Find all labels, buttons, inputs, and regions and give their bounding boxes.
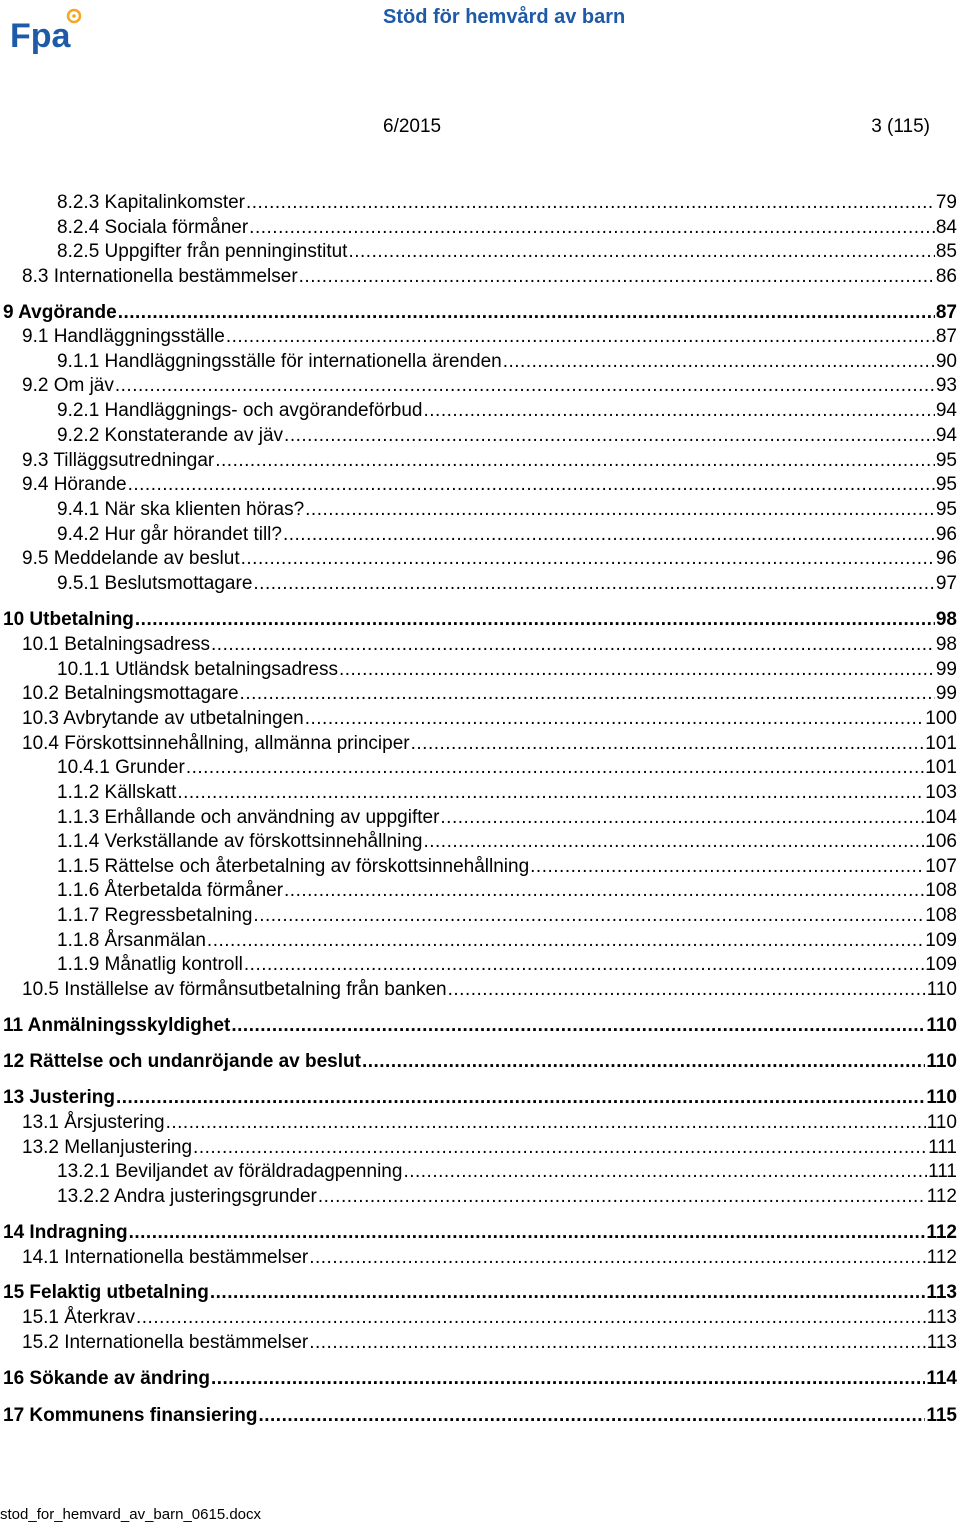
toc-entry[interactable] — [57, 191, 957, 214]
toc-leader-dots — [244, 953, 924, 976]
toc-entry-label: 10.3 Avbrytande av utbetalningen — [22, 708, 304, 729]
toc-entry[interactable] — [57, 572, 957, 595]
toc-leader-dots — [226, 325, 935, 348]
toc-leader-dots — [211, 633, 935, 656]
toc-entry-label: 9.1.1 Handläggningsställe för internationella ärenden — [57, 351, 502, 372]
toc-entry[interactable] — [57, 756, 957, 779]
toc-entry-label: 11 Anmälningsskyldighet — [3, 1015, 231, 1036]
toc-entry-label: 9.2.1 Handläggnings- och avgörandeförbud — [57, 400, 423, 421]
toc-entry-page: 98 — [935, 609, 957, 630]
toc-entry[interactable] — [57, 879, 957, 902]
toc-entry-page: 95 — [935, 499, 957, 520]
toc-entry-page: 97 — [935, 573, 957, 594]
toc-entry[interactable] — [22, 325, 957, 348]
toc-entry-page: 96 — [935, 548, 957, 569]
toc-entry-label: 17 Kommunens finansiering — [3, 1405, 258, 1426]
toc-entry-label: 10.4 Förskottsinnehållning, allmänna principer — [22, 733, 410, 754]
toc-leader-dots — [348, 240, 934, 263]
toc-entry-page: 112 — [926, 1222, 957, 1243]
toc-entry-page: 111 — [928, 1137, 957, 1158]
toc-entry-page: 87 — [935, 302, 957, 323]
toc-entry[interactable] — [57, 523, 957, 546]
toc-entry-label: 1.1.9 Månatlig kontroll — [57, 954, 243, 975]
toc-entry-page: 108 — [925, 880, 957, 901]
toc-entry-label: 13.2 Mellanjustering — [22, 1137, 193, 1158]
toc-leader-dots — [530, 855, 924, 878]
toc-entry-label: 10 Utbetalning — [3, 609, 134, 630]
toc-entry[interactable] — [57, 350, 957, 373]
toc-entry[interactable] — [3, 1086, 957, 1109]
toc-entry-page: 111 — [928, 1161, 957, 1182]
toc-entry[interactable] — [3, 1221, 957, 1244]
toc-entry-label: 1.1.4 Verkställande av förskottsinnehållning — [57, 831, 423, 852]
toc-leader-dots — [448, 978, 926, 1001]
toc-entry-label: 15.1 Återkrav — [22, 1307, 135, 1328]
toc-entry[interactable] — [22, 707, 957, 730]
toc-leader-dots — [246, 191, 935, 214]
toc-entry-page: 95 — [935, 450, 957, 471]
document-date: 6/2015 — [383, 116, 442, 137]
toc-entry-page: 101 — [925, 733, 957, 754]
toc-entry[interactable] — [3, 301, 957, 324]
toc-leader-dots — [231, 1014, 925, 1037]
toc-entry[interactable] — [57, 1160, 957, 1183]
toc-entry-page: 94 — [935, 425, 957, 446]
toc-leader-dots — [309, 1331, 925, 1354]
toc-entry-label: 8.2.4 Sociala förmåner — [57, 217, 249, 238]
toc-entry-label: 14 Indragning — [3, 1222, 128, 1243]
toc-entry-page: 99 — [935, 659, 957, 680]
toc-entry[interactable] — [57, 240, 957, 263]
toc-entry-page: 96 — [935, 524, 957, 545]
toc-entry-page: 99 — [935, 683, 957, 704]
toc-entry-label: 9.2 Om jäv — [22, 375, 114, 396]
toc-entry-page: 100 — [925, 708, 957, 729]
toc-entry-label: 1.1.2 Källskatt — [57, 782, 177, 803]
toc-entry-page: 107 — [925, 856, 957, 877]
toc-entry-label: 13.1 Årsjustering — [22, 1112, 165, 1133]
toc-entry-page: 115 — [926, 1405, 957, 1426]
toc-leader-dots — [305, 707, 925, 730]
toc-entry[interactable] — [22, 374, 957, 397]
toc-entry-page: 112 — [926, 1247, 957, 1268]
toc-entry-page: 98 — [935, 634, 957, 655]
toc-entry[interactable] — [57, 658, 957, 681]
toc-leader-dots — [362, 1050, 925, 1073]
toc-leader-dots — [115, 374, 935, 397]
toc-leader-dots — [440, 806, 924, 829]
toc-entry[interactable] — [3, 1404, 957, 1427]
toc-entry-page: 84 — [935, 217, 957, 238]
toc-entry[interactable] — [22, 1136, 957, 1159]
footer-filename: stod_for_hemvard_av_barn_0615.docx — [0, 1506, 262, 1523]
toc-leader-dots — [309, 1246, 925, 1269]
toc-entry-label: 12 Rättelse och undanröjande av beslut — [3, 1051, 361, 1072]
toc-leader-dots — [503, 350, 935, 373]
toc-entry-label: 8.3 Internationella bestämmelser — [22, 266, 298, 287]
toc-entry-label: 15.2 Internationella bestämmelser — [22, 1332, 309, 1353]
toc-leader-dots — [241, 547, 935, 570]
toc-leader-dots — [129, 1221, 926, 1244]
toc-entry[interactable] — [57, 781, 957, 804]
toc-entry-label: 10.5 Inställelse av förmånsutbetalning från banken — [22, 979, 447, 1000]
toc-leader-dots — [193, 1136, 927, 1159]
toc-entry-page: 87 — [935, 326, 957, 347]
toc-entry-label: 8.2.3 Kapitalinkomster — [57, 192, 245, 213]
toc-entry-page: 109 — [925, 930, 957, 951]
toc-leader-dots — [283, 523, 935, 546]
toc-entry[interactable] — [3, 608, 957, 631]
toc-entry-label: 13.2.1 Beviljandet av föräldradagpenning — [57, 1161, 403, 1182]
toc-entry-page: 85 — [935, 241, 957, 262]
toc-entry-page: 86 — [935, 266, 957, 287]
toc-entry-label: 1.1.5 Rättelse och återbetalning av förskottsinnehållning — [57, 856, 530, 877]
toc-leader-dots — [207, 929, 924, 952]
toc-leader-dots — [166, 1111, 926, 1134]
toc-entry-label: 10.4.1 Grunder — [57, 757, 185, 778]
toc-entry-page: 93 — [935, 375, 957, 396]
toc-entry[interactable] — [57, 399, 957, 422]
toc-entry-label: 10.1 Betalningsadress — [22, 634, 211, 655]
toc-leader-dots — [215, 449, 935, 472]
toc-leader-dots — [128, 473, 935, 496]
toc-leader-dots — [186, 756, 924, 779]
toc-leader-dots — [423, 830, 924, 853]
toc-entry-page: 113 — [926, 1282, 957, 1303]
toc-leader-dots — [299, 265, 935, 288]
document-title: Stöd för hemvård av barn — [383, 6, 626, 28]
toc-entry[interactable] — [57, 929, 957, 952]
svg-text:Fpa: Fpa — [10, 17, 71, 54]
toc-entry[interactable] — [22, 1246, 957, 1269]
toc-entry-label: 13 Justering — [3, 1087, 115, 1108]
toc-entry[interactable] — [57, 424, 957, 447]
toc-leader-dots — [135, 608, 935, 631]
toc-entry-page: 101 — [925, 757, 957, 778]
toc-leader-dots — [258, 1404, 925, 1427]
toc-entry-label: 10.2 Betalningsmottagare — [22, 683, 239, 704]
toc-entry-label: 9.3 Tilläggsutredningar — [22, 450, 215, 471]
toc-entry-page: 79 — [935, 192, 957, 213]
toc-entry[interactable] — [22, 473, 957, 496]
toc-entry-label: 1.1.8 Årsanmälan — [57, 930, 206, 951]
toc-entry-label: 10.1.1 Utländsk betalningsadress — [57, 659, 338, 680]
toc-entry-page: 109 — [925, 954, 957, 975]
toc-entry[interactable] — [57, 1185, 957, 1208]
toc-entry-page: 108 — [925, 905, 957, 926]
toc-leader-dots — [411, 732, 925, 755]
toc-entry-page: 90 — [935, 351, 957, 372]
toc-leader-dots — [339, 658, 935, 681]
toc-entry-label: 14.1 Internationella bestämmelser — [22, 1247, 309, 1268]
toc-entry-page: 113 — [926, 1332, 957, 1353]
toc-entry-label: 8.2.5 Uppgifter från penninginstitut — [57, 241, 348, 262]
toc-entry[interactable] — [22, 265, 957, 288]
toc-entry[interactable] — [57, 830, 957, 853]
toc-entry[interactable] — [22, 732, 957, 755]
toc-entry[interactable] — [22, 633, 957, 656]
toc-entry-page: 106 — [925, 831, 957, 852]
toc-leader-dots — [284, 879, 924, 902]
toc-entry-page: 110 — [926, 1051, 957, 1072]
toc-entry-page: 110 — [926, 979, 957, 1000]
toc-leader-dots — [318, 1185, 926, 1208]
toc-entry-label: 1.1.6 Återbetalda förmåner — [57, 880, 284, 901]
toc-entry[interactable] — [57, 806, 957, 829]
fpa-logo — [10, 4, 90, 54]
toc-entry[interactable] — [22, 1111, 957, 1134]
toc-entry[interactable] — [57, 904, 957, 927]
page-number: 3 (115) — [871, 116, 930, 137]
toc-entry-label: 9.4.1 När ska klienten höras? — [57, 499, 305, 520]
toc-entry-page: 95 — [935, 474, 957, 495]
toc-entry[interactable] — [22, 547, 957, 570]
toc-entry-label: 9.1 Handläggningsställe — [22, 326, 225, 347]
toc-leader-dots — [403, 1160, 927, 1183]
toc-entry[interactable] — [3, 1050, 957, 1073]
toc-entry[interactable] — [57, 498, 957, 521]
toc-entry[interactable] — [22, 449, 957, 472]
toc-entry-label: 1.1.3 Erhållande och användning av uppgifter — [57, 807, 440, 828]
toc-entry[interactable] — [3, 1281, 957, 1304]
toc-leader-dots — [253, 572, 934, 595]
toc-entry-page: 103 — [925, 782, 957, 803]
toc-entry[interactable] — [3, 1014, 957, 1037]
toc-leader-dots — [305, 498, 935, 521]
toc-entry-label: 16 Sökande av ändring — [3, 1368, 210, 1389]
toc-leader-dots — [284, 424, 935, 447]
toc-entry-label: 9.4 Hörande — [22, 474, 127, 495]
toc-leader-dots — [249, 216, 935, 239]
toc-entry[interactable] — [22, 978, 957, 1001]
toc-entry-page: 110 — [926, 1112, 957, 1133]
toc-entry-label: 1.1.7 Regressbetalning — [57, 905, 253, 926]
toc-leader-dots — [118, 301, 935, 324]
toc-leader-dots — [253, 904, 924, 927]
toc-entry[interactable] — [57, 855, 957, 878]
toc-entry-label: 9.5 Meddelande av beslut — [22, 548, 240, 569]
toc-entry-page: 110 — [926, 1015, 957, 1036]
toc-leader-dots — [116, 1086, 925, 1109]
toc-leader-dots — [424, 399, 935, 422]
toc-entry-label: 9 Avgörande — [3, 302, 117, 323]
toc-entry[interactable] — [57, 216, 957, 239]
toc-entry-page: 104 — [925, 807, 957, 828]
toc-entry[interactable] — [3, 1367, 957, 1390]
toc-entry[interactable] — [22, 1331, 957, 1354]
toc-entry-page: 112 — [926, 1186, 957, 1207]
toc-entry-page: 110 — [926, 1087, 957, 1108]
toc-entry-page: 114 — [926, 1368, 957, 1389]
toc-entry-page: 94 — [935, 400, 957, 421]
toc-entry-label: 13.2.2 Andra justeringsgrunder — [57, 1186, 317, 1207]
toc-entry-label: 9.4.2 Hur går hörandet till? — [57, 524, 282, 545]
toc-entry-label: 9.5.1 Beslutsmottagare — [57, 573, 253, 594]
toc-entry[interactable] — [22, 1306, 957, 1329]
toc-leader-dots — [136, 1306, 926, 1329]
toc-leader-dots — [177, 781, 924, 804]
toc-leader-dots — [210, 1281, 925, 1304]
toc-leader-dots — [211, 1367, 925, 1390]
toc-entry-label: 15 Felaktig utbetalning — [3, 1282, 209, 1303]
toc-entry[interactable] — [22, 682, 957, 705]
toc-entry-page: 113 — [926, 1307, 957, 1328]
toc-entry-label: 9.2.2 Konstaterande av jäv — [57, 425, 284, 446]
toc-leader-dots — [240, 682, 935, 705]
toc-entry[interactable] — [57, 953, 957, 976]
